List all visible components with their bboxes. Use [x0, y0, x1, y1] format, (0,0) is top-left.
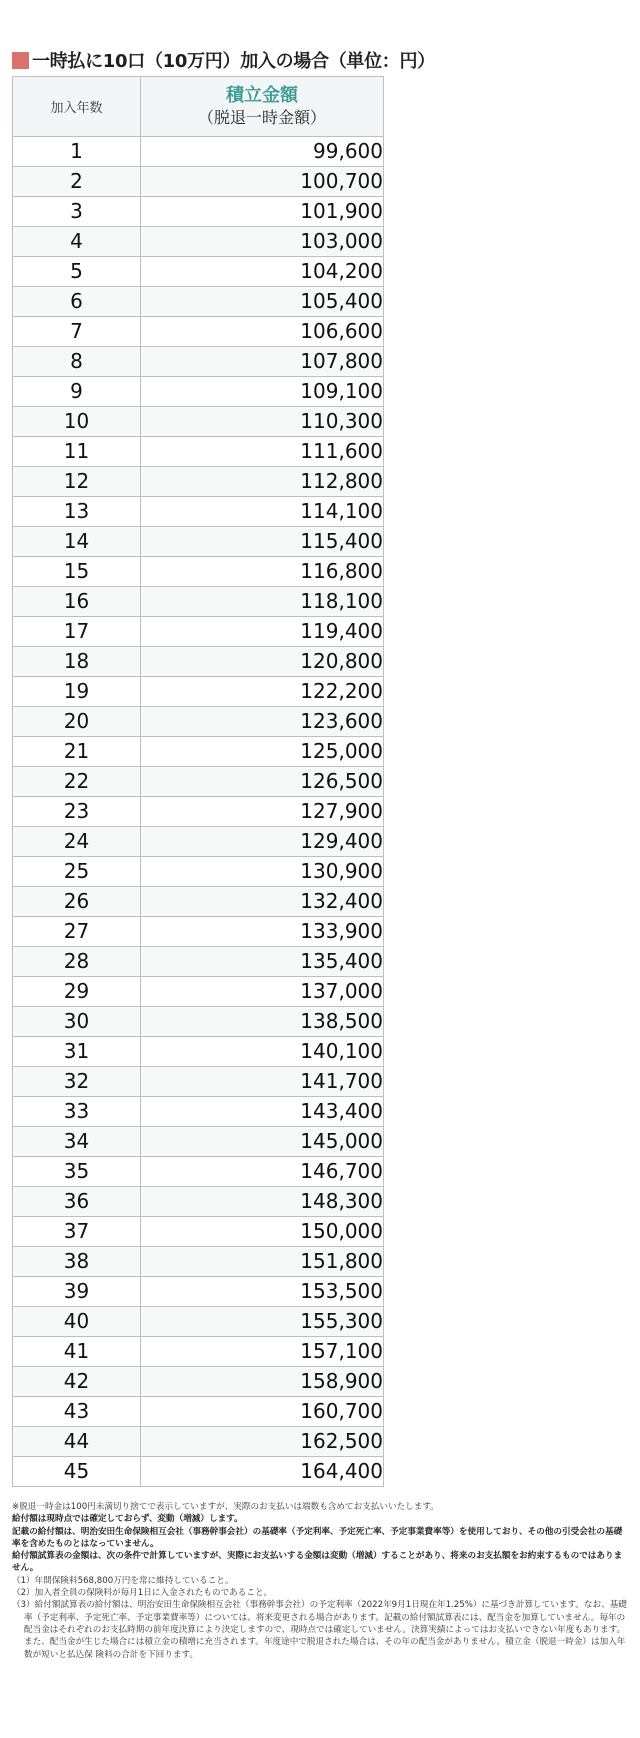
accumulated-amount-cell: 127,900 [141, 797, 384, 827]
table-row [13, 407, 384, 437]
enrollment-year-cell: 31 [13, 1037, 141, 1067]
table-row [13, 1007, 384, 1037]
enrollment-year-cell: 41 [13, 1337, 141, 1367]
table-row [13, 677, 384, 707]
header-enrollment-years: 加入年数 [13, 77, 141, 137]
accumulated-amount-cell: 112,800 [141, 467, 384, 497]
table-row [13, 917, 384, 947]
enrollment-year-cell: 32 [13, 1067, 141, 1097]
enrollment-year-cell: 4 [13, 227, 141, 257]
accumulated-amount-cell: 133,900 [141, 917, 384, 947]
note-basis-rates: 記載の給付額は、明治安田生命保険相互会社（事務幹事会社）の基礎率（予定利率、予定死亡率、予定事業費率等）を使用しており、その他の引受会社の基礎率を含めたものとはなっていません。 [12, 1526, 623, 1549]
header-amount-sub: （脱退一時金額） [197, 107, 326, 127]
table-row [13, 1097, 384, 1127]
accumulated-amount-cell: 145,000 [141, 1127, 384, 1157]
accumulated-amount-cell: 164,400 [141, 1457, 384, 1487]
accumulated-amount-cell: 140,100 [141, 1037, 384, 1067]
enrollment-year-cell: 13 [13, 497, 141, 527]
table-row [13, 767, 384, 797]
accumulated-amount-cell: 101,900 [141, 197, 384, 227]
table-body [13, 137, 384, 1487]
enrollment-year-cell: 9 [13, 377, 141, 407]
note-calculation-conditions: 給付額試算表の金額は、次の条件で計算していますが、実際にお支払いする金額は変動（増減）することがあり、将来のお支払額をお約束するものではありません。 [12, 1551, 623, 1574]
accumulated-amount-cell: 130,900 [141, 857, 384, 887]
table-row [13, 647, 384, 677]
table-row [13, 947, 384, 977]
enrollment-year-cell: 27 [13, 917, 141, 947]
enrollment-year-cell: 21 [13, 737, 141, 767]
table-row [13, 137, 384, 167]
table-row [13, 1397, 384, 1427]
accumulated-amount-cell: 106,600 [141, 317, 384, 347]
page-title-row [12, 48, 435, 72]
note-rounding: ※脱退一時金は100円未満切り捨てで表示していますが、実際のお支払いは端数も含めてお支払いいたします。 [12, 1502, 439, 1512]
table-row [13, 497, 384, 527]
accumulated-amount-cell: 160,700 [141, 1397, 384, 1427]
accumulated-amount-cell: 155,300 [141, 1307, 384, 1337]
enrollment-year-cell: 29 [13, 977, 141, 1007]
enrollment-year-cell: 17 [13, 617, 141, 647]
enrollment-year-cell: 43 [13, 1397, 141, 1427]
table-row [13, 1067, 384, 1097]
accumulated-amount-cell: 115,400 [141, 527, 384, 557]
table-row [13, 167, 384, 197]
table-row [13, 317, 384, 347]
accumulated-amount-cell: 103,000 [141, 227, 384, 257]
enrollment-year-cell: 12 [13, 467, 141, 497]
accumulated-amount-cell: 129,400 [141, 827, 384, 857]
accumulated-amount-cell: 153,500 [141, 1277, 384, 1307]
accumulated-amount-cell: 148,300 [141, 1187, 384, 1217]
table-row [13, 977, 384, 1007]
enrollment-year-cell: 37 [13, 1217, 141, 1247]
table-row [13, 1337, 384, 1367]
enrollment-year-cell: 35 [13, 1157, 141, 1187]
enrollment-year-cell: 15 [13, 557, 141, 587]
enrollment-year-cell: 24 [13, 827, 141, 857]
enrollment-year-cell: 18 [13, 647, 141, 677]
accumulated-amount-cell: 126,500 [141, 767, 384, 797]
accumulated-amount-cell: 158,900 [141, 1367, 384, 1397]
table-row [13, 1427, 384, 1457]
accumulated-amount-cell: 162,500 [141, 1427, 384, 1457]
accumulated-amount-cell: 104,200 [141, 257, 384, 287]
accumulated-amount-cell: 143,400 [141, 1097, 384, 1127]
table-row [13, 1037, 384, 1067]
page-title: 一時払に10口（10万円）加入の場合（単位：円） [32, 51, 435, 72]
table-row [13, 1187, 384, 1217]
notes-section [12, 1501, 628, 1661]
enrollment-year-cell: 23 [13, 797, 141, 827]
table-header-row [13, 77, 384, 137]
condition-item-2: （2）加入者全員の保険料が毎月1日に入金されたものであること。 [12, 1588, 273, 1599]
table-row [13, 737, 384, 767]
table-row [13, 1157, 384, 1187]
enrollment-year-cell: 40 [13, 1307, 141, 1337]
accumulated-amount-cell: 111,600 [141, 437, 384, 467]
enrollment-year-cell: 25 [13, 857, 141, 887]
table-row [13, 827, 384, 857]
enrollment-year-cell: 3 [13, 197, 141, 227]
accumulated-amount-cell: 110,300 [141, 407, 384, 437]
table-row [13, 347, 384, 377]
table-row [13, 227, 384, 257]
enrollment-year-cell: 20 [13, 707, 141, 737]
table-row [13, 1277, 384, 1307]
accumulated-amount-cell: 120,800 [141, 647, 384, 677]
accumulated-amount-cell: 151,800 [141, 1247, 384, 1277]
header-accumulated-amount [141, 77, 384, 137]
enrollment-year-cell: 8 [13, 347, 141, 377]
enrollment-year-cell: 5 [13, 257, 141, 287]
enrollment-year-cell: 28 [13, 947, 141, 977]
accumulated-amount-cell: 105,400 [141, 287, 384, 317]
enrollment-year-cell: 10 [13, 407, 141, 437]
accumulated-amount-cell: 123,600 [141, 707, 384, 737]
accumulated-amount-cell: 150,000 [141, 1217, 384, 1247]
accumulated-amount-cell: 109,100 [141, 377, 384, 407]
enrollment-year-cell: 2 [13, 167, 141, 197]
enrollment-year-cell: 6 [13, 287, 141, 317]
table-row [13, 257, 384, 287]
accumulated-amount-cell: 137,000 [141, 977, 384, 1007]
accumulated-amount-cell: 125,000 [141, 737, 384, 767]
table-row [13, 1457, 384, 1487]
enrollment-year-cell: 7 [13, 317, 141, 347]
enrollment-year-cell: 36 [13, 1187, 141, 1217]
accumulated-amount-cell: 141,700 [141, 1067, 384, 1097]
table-row [13, 857, 384, 887]
table-row [13, 1217, 384, 1247]
enrollment-year-cell: 16 [13, 587, 141, 617]
table-row [13, 1247, 384, 1277]
enrollment-year-cell: 42 [13, 1367, 141, 1397]
title-marker-square [12, 52, 29, 69]
accumulated-amount-cell: 116,800 [141, 557, 384, 587]
table-row [13, 587, 384, 617]
table-row [13, 887, 384, 917]
table-row [13, 197, 384, 227]
accumulated-amount-cell: 132,400 [141, 887, 384, 917]
enrollment-year-cell: 11 [13, 437, 141, 467]
enrollment-year-cell: 19 [13, 677, 141, 707]
enrollment-year-cell: 22 [13, 767, 141, 797]
enrollment-year-cell: 39 [13, 1277, 141, 1307]
enrollment-year-cell: 38 [13, 1247, 141, 1277]
table-row [13, 287, 384, 317]
accumulated-amount-cell: 122,200 [141, 677, 384, 707]
accumulated-amount-cell: 118,100 [141, 587, 384, 617]
table-row [13, 1367, 384, 1397]
table-row [13, 527, 384, 557]
table-row [13, 557, 384, 587]
enrollment-year-cell: 14 [13, 527, 141, 557]
enrollment-year-cell: 34 [13, 1127, 141, 1157]
table-row [13, 377, 384, 407]
enrollment-year-cell: 44 [13, 1427, 141, 1457]
table-row [13, 467, 384, 497]
condition-item-3: （3）給付額試算表の給付額は、明治安田生命保険相互会社（事務幹事会社）の予定利率（2022年9月1日現在年1.25%）に基づき計算しています。なお、基礎率（予定利率、予定死亡率、予定事業費率等）については、将来変更される場合があります。記載の給付額試算表には、配当金を加算していません。毎年の配当金はそれぞれのお支払時期の前年度決算により決定しますので、現時点では確定していません。決算実績によってはお支払いできない年度もあります。また、配当金が生じた場合には積立金の積増に充当されます。年度途中で脱退された場合は、その年の配当金がありません。積立金（脱退一時金）は加入年数が短いと払込保 険料の合計を下回ります。 [12, 1600, 627, 1660]
accumulation-table [12, 76, 384, 1487]
enrollment-year-cell: 30 [13, 1007, 141, 1037]
accumulated-amount-cell: 99,600 [141, 137, 384, 167]
accumulated-amount-cell: 100,700 [141, 167, 384, 197]
table-row [13, 1307, 384, 1337]
table-row [13, 797, 384, 827]
table-row [13, 1127, 384, 1157]
enrollment-year-cell: 45 [13, 1457, 141, 1487]
header-amount-main: 積立金額 [226, 84, 298, 106]
accumulated-amount-cell: 146,700 [141, 1157, 384, 1187]
enrollment-year-cell: 33 [13, 1097, 141, 1127]
accumulated-amount-cell: 107,800 [141, 347, 384, 377]
table-row [13, 617, 384, 647]
enrollment-year-cell: 26 [13, 887, 141, 917]
condition-item-1: （1）年間保険料568,800万円を常に維持していること。 [12, 1575, 234, 1586]
table-row [13, 437, 384, 467]
table-row [13, 707, 384, 737]
enrollment-year-cell: 1 [13, 137, 141, 167]
accumulated-amount-cell: 114,100 [141, 497, 384, 527]
accumulated-amount-cell: 119,400 [141, 617, 384, 647]
note-not-fixed: 給付額は現時点では確定しておらず、変動（増減）します。 [12, 1514, 243, 1525]
accumulated-amount-cell: 135,400 [141, 947, 384, 977]
accumulated-amount-cell: 138,500 [141, 1007, 384, 1037]
accumulated-amount-cell: 157,100 [141, 1337, 384, 1367]
